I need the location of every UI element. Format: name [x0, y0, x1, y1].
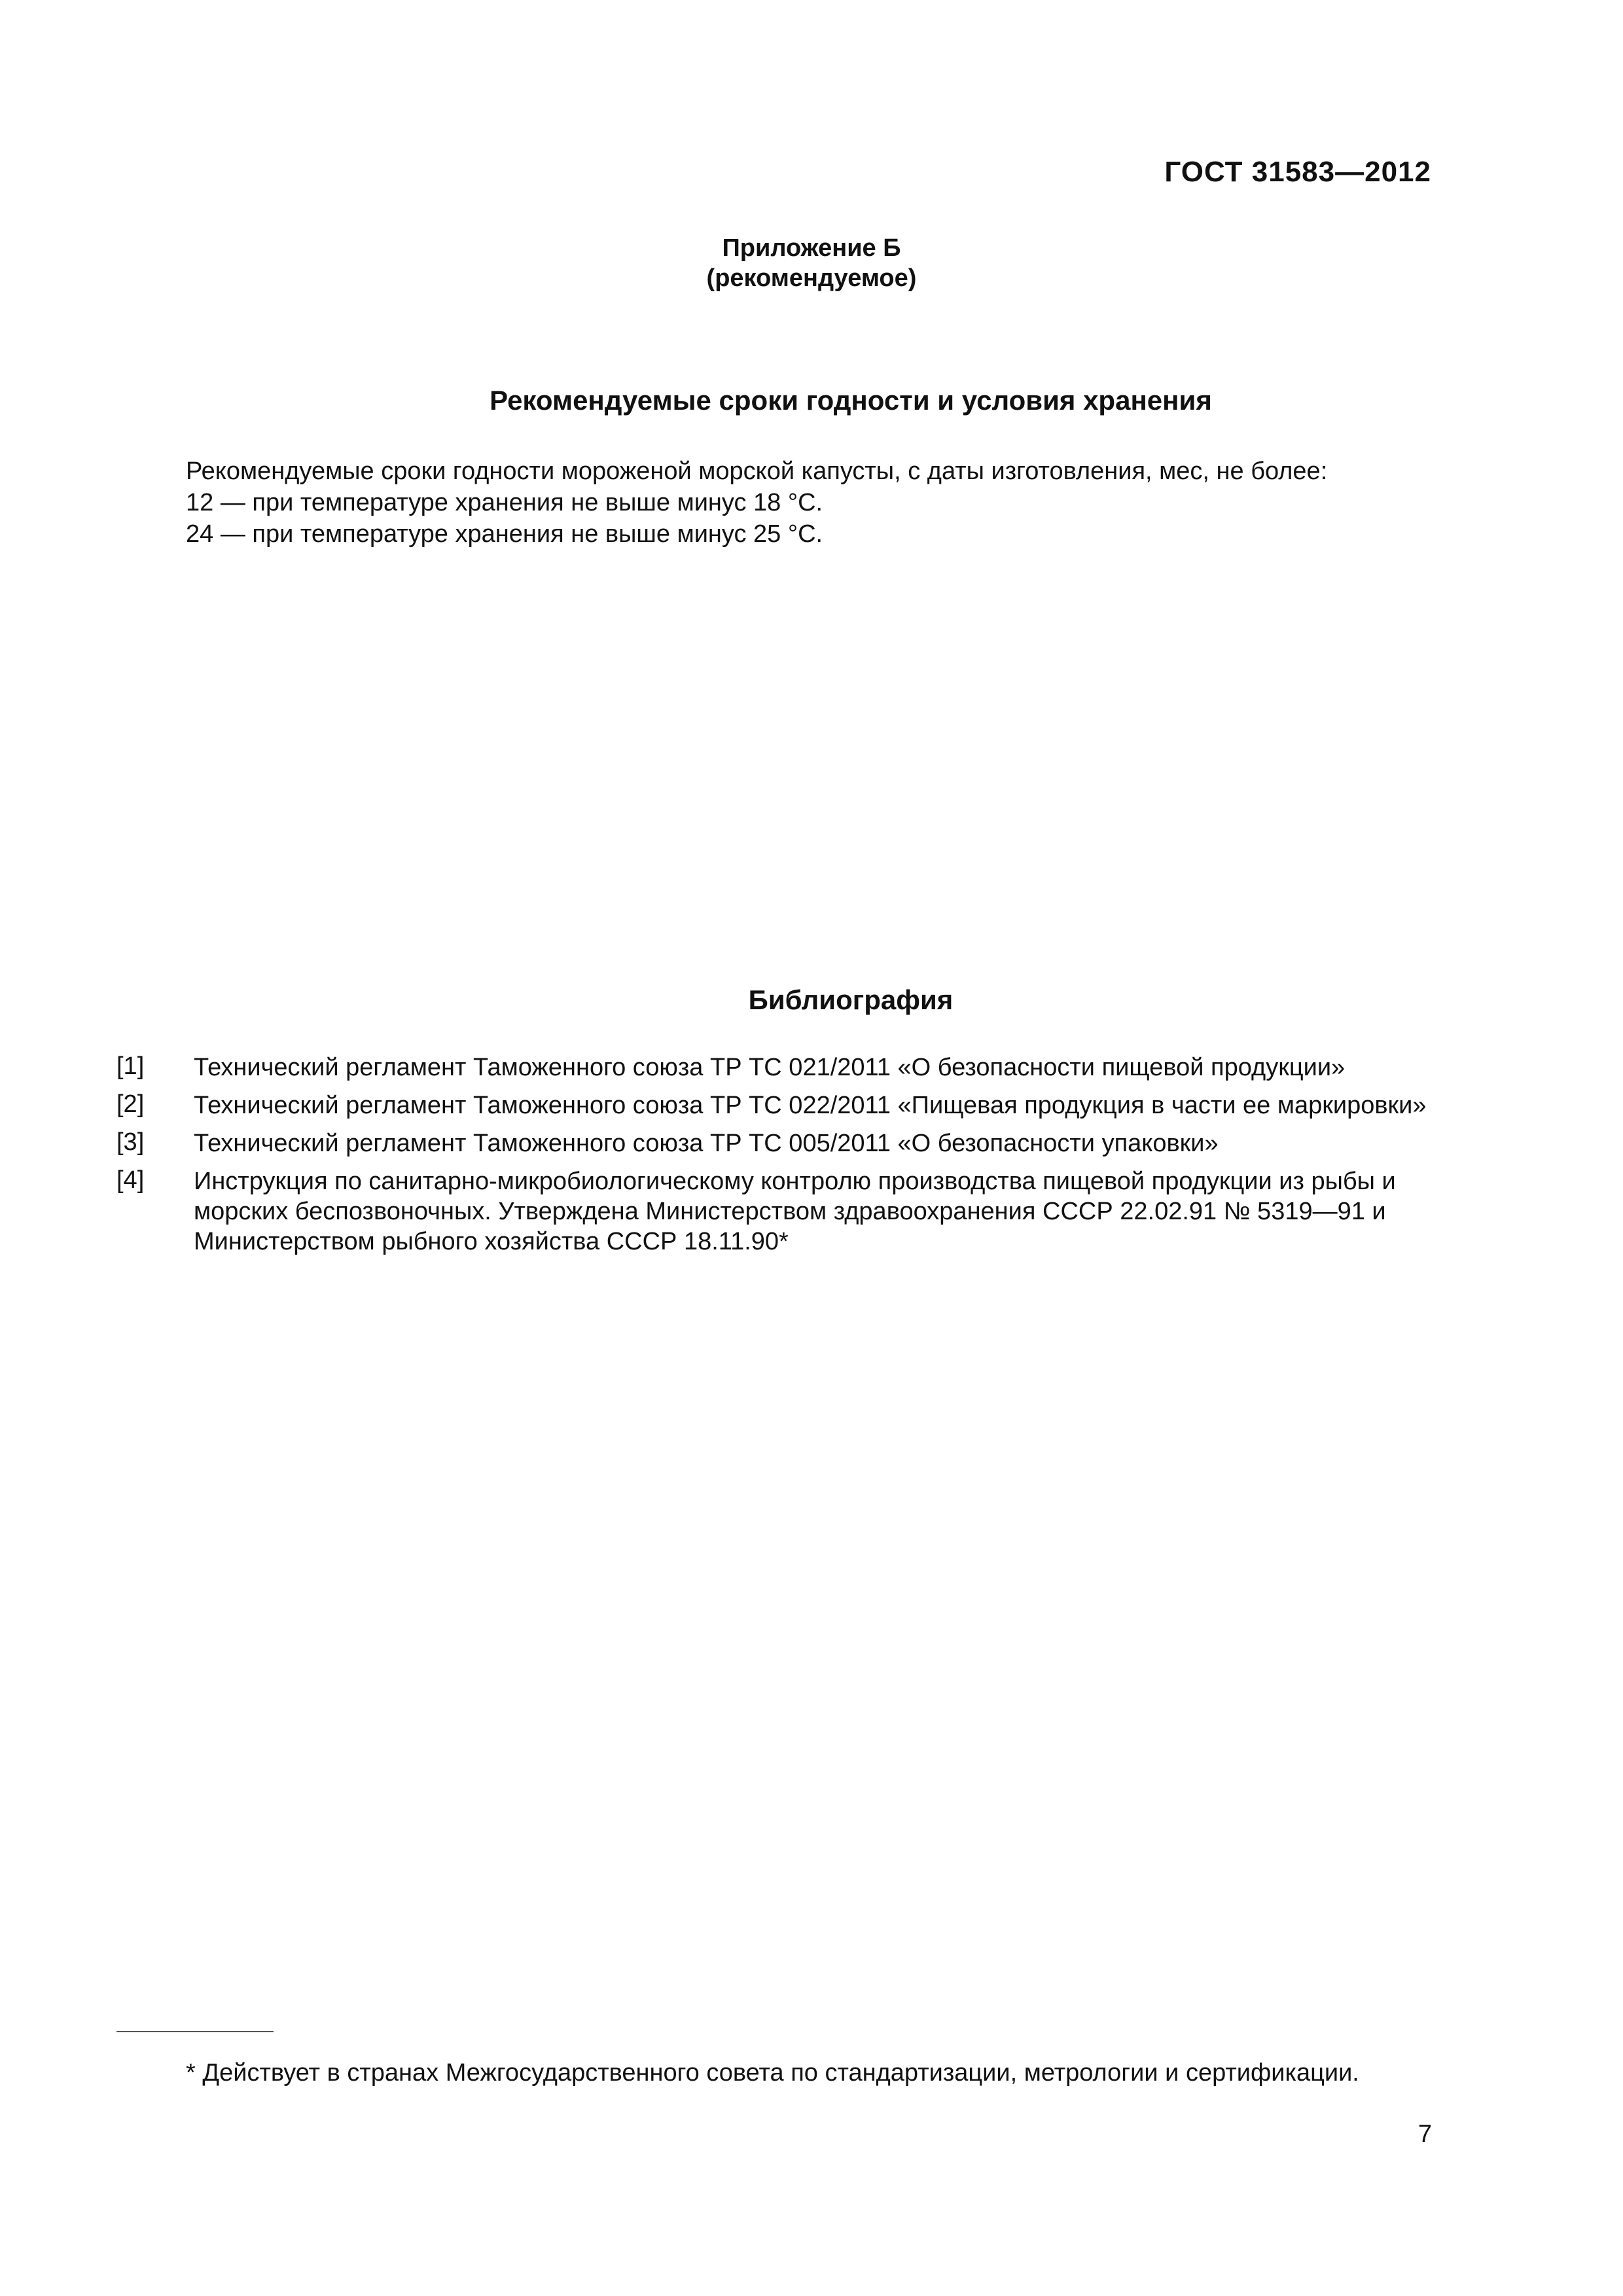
document-code: ГОСТ 31583—2012: [1164, 156, 1431, 188]
bibliography-title: Библиография: [748, 984, 954, 1015]
storage-term-12: 12 — при температуре хранения не выше минус 18 °С.: [186, 489, 823, 516]
bibliography-entry-number: [1]: [116, 1052, 145, 1080]
section-title: Рекомендуемые сроки годности и условия хранения: [490, 385, 1212, 416]
appendix-title: Приложение Б: [722, 234, 901, 262]
storage-intro-paragraph: Рекомендуемые сроки годности мороженой морской капусты, с даты изготовления, мес, не более:: [186, 457, 1328, 485]
footnote-text: * Действует в странах Межгосударственного совета по стандартизации, метрологии и сертификации.: [186, 2059, 1359, 2087]
page-number: 7: [1418, 2121, 1432, 2148]
bibliography-entry-text: Технический регламент Таможенного союза ТР ТС 022/2011 «Пищевая продукция в части ее маркировки»: [194, 1092, 1427, 1119]
bibliography-entry-number: [2]: [116, 1090, 145, 1118]
bibliography-entry-text: Технический регламент Таможенного союза ТР ТС 021/2011 «О безопасности пищевой продукции»: [194, 1054, 1346, 1081]
bibliography-entry-text: Инструкция по санитарно-микробиологическому контролю производства пищевой продукции из рыбы и морских беспозвоночных. Утверждена Министерством здравоохранения СССР 22.02.91 № 5319—91 и Министерством рыбного хозяйства СССР 18.11.90*: [194, 1168, 1396, 1255]
storage-term-24: 24 — при температуре хранения не выше минус 25 °С.: [186, 520, 823, 548]
bibliography-entry-number: [4]: [116, 1166, 145, 1194]
bibliography-entry-text: Технический регламент Таможенного союза ТР ТС 005/2011 «О безопасности упаковки»: [194, 1130, 1219, 1157]
footnote-divider: [116, 2031, 274, 2032]
bibliography-entry-number: [3]: [116, 1128, 145, 1156]
appendix-subtitle: (рекомендуемое): [706, 264, 917, 292]
